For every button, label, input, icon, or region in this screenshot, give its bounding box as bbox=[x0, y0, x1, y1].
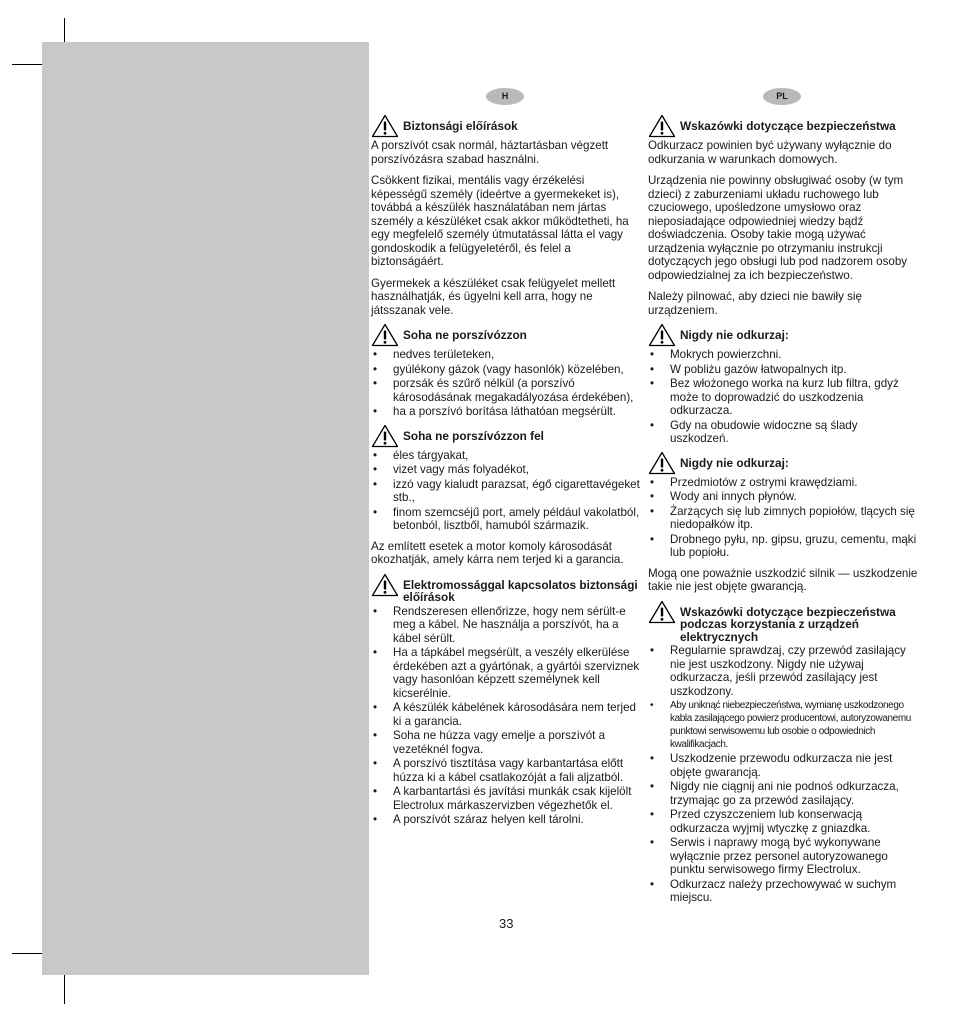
paragraph: Az említett esetek a motor komoly károsodását okozhatják, amely kárra nem terjed ki a garancia. bbox=[371, 539, 624, 566]
list-item: • porzsák és szűrő nélkül (a porszívó károsodásának megakadályozása érdekében), bbox=[371, 377, 642, 404]
list-item: • Ha a tápkábel megsérült, a veszély elkerülése érdekében azt a gyártónak, a gyártói szerviznek vagy hasonlóan képzett személynek kell kicserélnie. bbox=[371, 646, 642, 700]
warning-triangle-icon bbox=[648, 451, 676, 475]
list-item: • Mokrych powierzchni. bbox=[648, 348, 919, 362]
section-title: Wskazówki dotyczące bezpieczeństwa bbox=[680, 119, 896, 133]
list-item: • Odkurzacz należy przechowywać w suchym miejscu. bbox=[648, 878, 919, 905]
list-item: • Drobnego pyłu, np. gipsu, gruzu, cementu, mąki lub popiołu. bbox=[648, 533, 919, 560]
warning-triangle-icon bbox=[371, 573, 399, 597]
section-title: Wskazówki dotyczące bezpieczeństwa podczas korzystania z urządzeń elektrycznych bbox=[680, 604, 896, 644]
bullet-list bbox=[371, 605, 642, 827]
warning-triangle-icon bbox=[371, 424, 399, 448]
warning-triangle-icon bbox=[648, 114, 676, 138]
bullet-list bbox=[648, 476, 919, 560]
section-heading bbox=[648, 602, 919, 644]
paragraph: Mogą one poważnie uszkodzić silnik — uszkodzenie takie nie jest objęte gwarancją. bbox=[648, 566, 918, 593]
bullet-list bbox=[648, 644, 919, 905]
warning-triangle-icon bbox=[648, 600, 676, 624]
bullet-list bbox=[371, 449, 642, 533]
section-title: Biztonsági előírások bbox=[403, 119, 518, 133]
gray-side-panel bbox=[42, 42, 369, 975]
paragraph: Csökkent fizikai, mentális vagy érzékelési képességű személy (ideértve a gyermekeket is), továbbá a készülék használatában nem jártas személy a készüléket csak akkor működtetheti, ha egy megfelelő személy útmutatással látta el vagy gondoskodik a felügyeletéről, és felel a biztonságáért. bbox=[371, 174, 629, 268]
section-heading bbox=[648, 116, 919, 138]
list-item: • izzó vagy kialudt parazsat, égő cigarettavégeket stb., bbox=[371, 478, 642, 505]
bullet-list bbox=[371, 348, 642, 419]
page-number: 33 bbox=[499, 916, 514, 931]
section-title: Soha ne porszívózzon bbox=[403, 328, 527, 342]
list-item: • A porszívót száraz helyen kell tárolni. bbox=[371, 813, 642, 827]
list-item: • W pobliżu gazów łatwopalnych itp. bbox=[648, 363, 919, 377]
warning-triangle-icon bbox=[648, 323, 676, 347]
section-heading bbox=[371, 575, 642, 604]
section-heading bbox=[371, 116, 642, 138]
list-item: • Soha ne húzza vagy emelje a porszívót a vezetéknél fogva. bbox=[371, 729, 642, 756]
section-heading bbox=[648, 453, 919, 475]
section-title: Soha ne porszívózzon fel bbox=[403, 428, 544, 443]
list-item: • A készülék kábelének károsodására nem terjed ki a garancia. bbox=[371, 701, 642, 728]
warning-triangle-icon bbox=[371, 114, 399, 138]
list-item: • Wody ani innych płynów. bbox=[648, 490, 919, 504]
list-item: • nedves területeken, bbox=[371, 348, 642, 362]
list-item: • Przedmiotów z ostrymi krawędziami. bbox=[648, 476, 919, 490]
section-title: Nigdy nie odkurzaj: bbox=[680, 455, 789, 470]
paragraph: Odkurzacz powinien być używany wyłącznie do odkurzania w warunkach domowych. bbox=[648, 139, 892, 166]
bullet-list bbox=[648, 348, 919, 446]
list-item: • Gdy na obudowie widoczne są ślady uszkodzeń. bbox=[648, 419, 919, 446]
section-heading bbox=[371, 426, 642, 448]
list-item: • Serwis i naprawy mogą być wykonywane wyłącznie przez personel autoryzowanego punktu serwisowego firmy Electrolux. bbox=[648, 836, 919, 877]
list-item: • Nigdy nie ciągnij ani nie podnoś odkurzacza, trzymając go za przewód zasilający. bbox=[648, 780, 919, 807]
lang-badge-pl: PL bbox=[763, 88, 801, 105]
list-item: • Bez włożonego worka na kurz lub filtra, gdyż może to doprowadzić do uszkodzenia odkurzacza. bbox=[648, 377, 919, 418]
paragraph: Urządzenia nie powinny obsługiwać osoby (w tym dzieci) z zaburzeniami układu ruchowego lub czuciowego, upośledzone umysłowo oraz nieposiadające odpowiedniej wiedzy bądź doświadczenia. Osoby takie mogą używać urządzenia wyłącznie po otrzymaniu instrukcji dotyczących jego obsługi lub pod nadzorem osoby odpowiedzialnej za ich bezpieczeństwo. bbox=[648, 174, 908, 282]
warning-triangle-icon bbox=[371, 323, 399, 347]
section-heading bbox=[371, 325, 642, 347]
list-item: • Regularnie sprawdzaj, czy przewód zasilający nie jest uszkodzony. Nigdy nie używaj odkurzacza, jeśli przewód zasilający jest uszkodzony. bbox=[648, 644, 919, 698]
list-item: • Przed czyszczeniem lub konserwacją odkurzacza wyjmij wtyczkę z gniazdka. bbox=[648, 808, 919, 835]
list-item: • ha a porszívó borítása láthatóan megsérült. bbox=[371, 405, 642, 419]
list-item: • A karbantartási és javítási munkák csak kijelölt Electrolux márkaszervizben végezhetők el. bbox=[371, 785, 642, 812]
list-item: • gyúlékony gázok (vagy hasonlók) közelében, bbox=[371, 363, 642, 377]
list-item: • Aby uniknąć niebezpieczeństwa, wymianę uszkodzonego kabla zasilającego powierz producentowi, autoryzowanemu punktowi serwisowemu lub osobie o odpowiednich kwalifikacjach. bbox=[648, 699, 919, 751]
list-item: • Rendszeresen ellenőrizze, hogy nem sérült-e meg a kábel. Ne használja a porszívót, ha a kábel sérült. bbox=[371, 605, 642, 646]
list-item: • Żarzących się lub zimnych popiołów, tlących się niedopałków itp. bbox=[648, 505, 919, 532]
list-item: • vizet vagy más folyadékot, bbox=[371, 463, 642, 477]
section-title: Nigdy nie odkurzaj: bbox=[680, 328, 789, 342]
list-item: • Uszkodzenie przewodu odkurzacza nie jest objęte gwarancją. bbox=[648, 752, 919, 779]
hungarian-column bbox=[371, 88, 642, 834]
polish-column bbox=[648, 88, 919, 912]
paragraph: Gyermekek a készüléket csak felügyelet mellett használhatják, és ügyelni kell arra, hogy ne játsszanak vele. bbox=[371, 276, 616, 317]
paragraph: Należy pilnować, aby dzieci nie bawiły się urządzeniem. bbox=[648, 290, 862, 317]
list-item: • A porszívó tisztítása vagy karbantartása előtt húzza ki a kábel csatlakozóját a fali aljzatból. bbox=[371, 757, 642, 784]
paragraph: A porszívót csak normál, háztartásban végzett porszívózásra szabad használni. bbox=[371, 139, 609, 166]
lang-badge-h: H bbox=[486, 88, 524, 105]
section-heading bbox=[648, 325, 919, 347]
list-item: • éles tárgyakat, bbox=[371, 449, 642, 463]
section-title: Elektromossággal kapcsolatos biztonsági előírások bbox=[403, 577, 638, 604]
list-item: • finom szemcséjű port, amely például vakolatból, betonból, lisztből, hamuból származik. bbox=[371, 506, 642, 533]
